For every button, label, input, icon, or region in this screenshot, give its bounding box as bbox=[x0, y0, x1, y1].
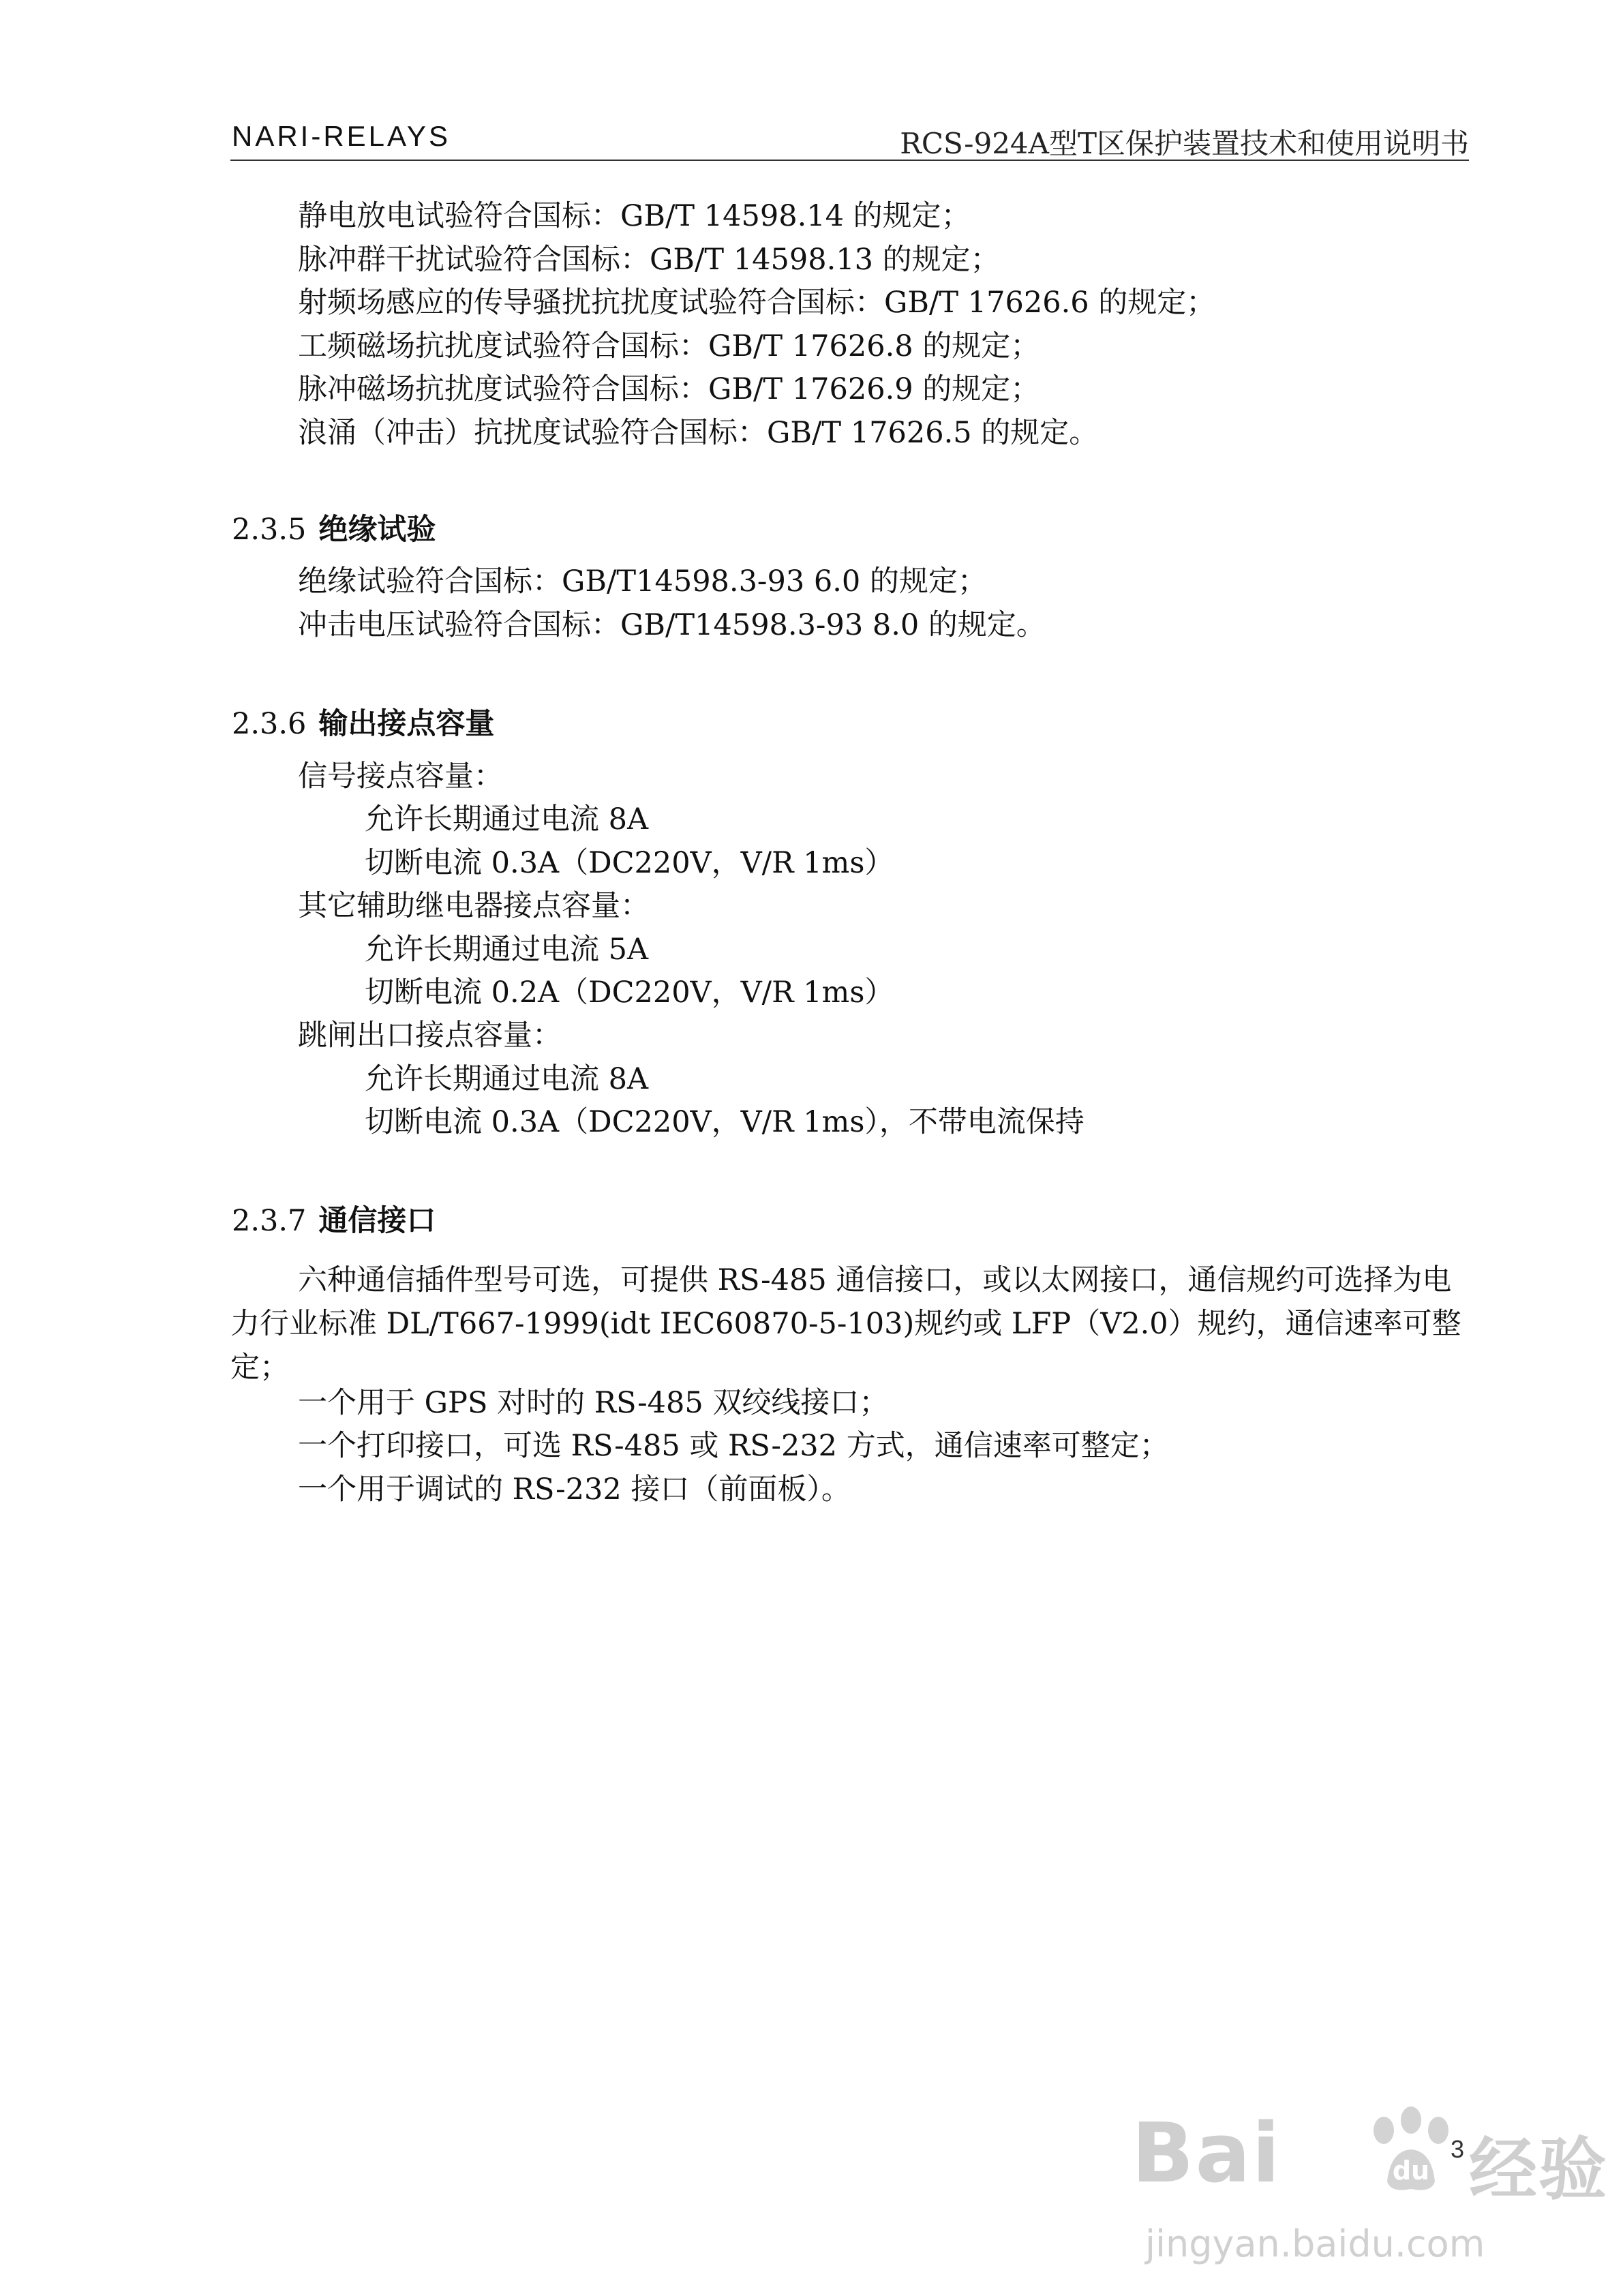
section-237-line-3: 一个用于调试的 RS-232 接口（前面板）。 bbox=[298, 1472, 851, 1507]
section-237-title: 通信接口 bbox=[318, 1204, 436, 1238]
watermark-brand-suffix: 经验 bbox=[1469, 2130, 1608, 2209]
trip-contact-breaking: 切断电流 0.3A（DC220V，V/R 1ms），不带电流保持 bbox=[365, 1105, 1084, 1139]
section-237-number: 2.3.7 bbox=[232, 1204, 307, 1238]
section-237-line-1: 一个用于 GPS 对时的 RS-485 双绞线接口； bbox=[298, 1386, 889, 1420]
section-237-line-2: 一个打印接口，可选 RS-485 或 RS-232 方式，通信速率可整定； bbox=[298, 1429, 1169, 1463]
watermark-url: jingyan.baidu.com bbox=[1145, 2222, 1485, 2265]
section-235-line-1: 绝缘试验符合国标：GB/T14598.3-93 6.0 的规定； bbox=[298, 564, 987, 599]
section-236-title: 输出接点容量 bbox=[318, 707, 495, 741]
emc-line-6: 浪涌（冲击）抗扰度试验符合国标：GB/T 17626.5 的规定。 bbox=[298, 416, 1099, 450]
aux-relay-contact-label: 其它辅助继电器接点容量： bbox=[298, 889, 650, 923]
signal-contact-label: 信号接点容量： bbox=[298, 759, 503, 794]
emc-line-2: 脉冲群干扰试验符合国标：GB/T 14598.13 的规定； bbox=[298, 243, 1000, 277]
section-237-paragraph: 六种通信插件型号可选，可提供 RS-485 通信接口，或以太网接口，通信规约可选择为电力行业标准 DL/T667-1999(idt IEC60870-5-103)规约或 LFP（V2.0）规约，通信速率可整定； bbox=[230, 1263, 1461, 1385]
header-brand: NARI-RELAYS bbox=[232, 120, 451, 152]
watermark-brand: Bai bbox=[1132, 2106, 1281, 2201]
trip-contact-label: 跳闸出口接点容量： bbox=[298, 1018, 562, 1053]
emc-line-4: 工频磁场抗扰度试验符合国标：GB/T 17626.8 的规定； bbox=[298, 329, 1040, 363]
section-235-heading bbox=[232, 515, 436, 545]
paw-icon bbox=[1360, 2103, 1465, 2199]
section-237-heading bbox=[232, 1204, 436, 1238]
aux-relay-contact-breaking: 切断电流 0.2A（DC220V，V/R 1ms） bbox=[365, 976, 894, 1010]
emc-line-3: 射频场感应的传导骚扰抗扰度试验符合国标：GB/T 17626.6 的规定； bbox=[298, 286, 1216, 320]
aux-relay-contact-continuous: 允许长期通过电流 5A bbox=[365, 933, 649, 967]
header-document-title: RCS-924A型T区保护装置技术和使用说明书 bbox=[900, 127, 1469, 160]
section-235-line-2: 冲击电压试验符合国标：GB/T14598.3-93 8.0 的规定。 bbox=[298, 608, 1046, 642]
emc-line-1: 静电放电试验符合国标：GB/T 14598.14 的规定； bbox=[298, 199, 971, 233]
svg-text:du: du bbox=[1392, 2156, 1430, 2186]
header-divider bbox=[230, 160, 1469, 161]
emc-line-5: 脉冲磁场抗扰度试验符合国标：GB/T 17626.9 的规定； bbox=[298, 372, 1040, 406]
signal-contact-continuous: 允许长期通过电流 8A bbox=[365, 802, 649, 836]
section-235-title: 绝缘试验 bbox=[318, 513, 436, 547]
section-236-heading bbox=[232, 707, 495, 741]
section-236-number: 2.3.6 bbox=[232, 707, 307, 741]
signal-contact-breaking: 切断电流 0.3A（DC220V，V/R 1ms） bbox=[365, 846, 894, 880]
trip-contact-continuous: 允许长期通过电流 8A bbox=[365, 1062, 649, 1096]
section-235-number: 2.3.5 bbox=[232, 513, 307, 547]
page-number: 3 bbox=[1451, 2135, 1465, 2163]
baidu-watermark bbox=[1118, 2100, 1608, 2270]
